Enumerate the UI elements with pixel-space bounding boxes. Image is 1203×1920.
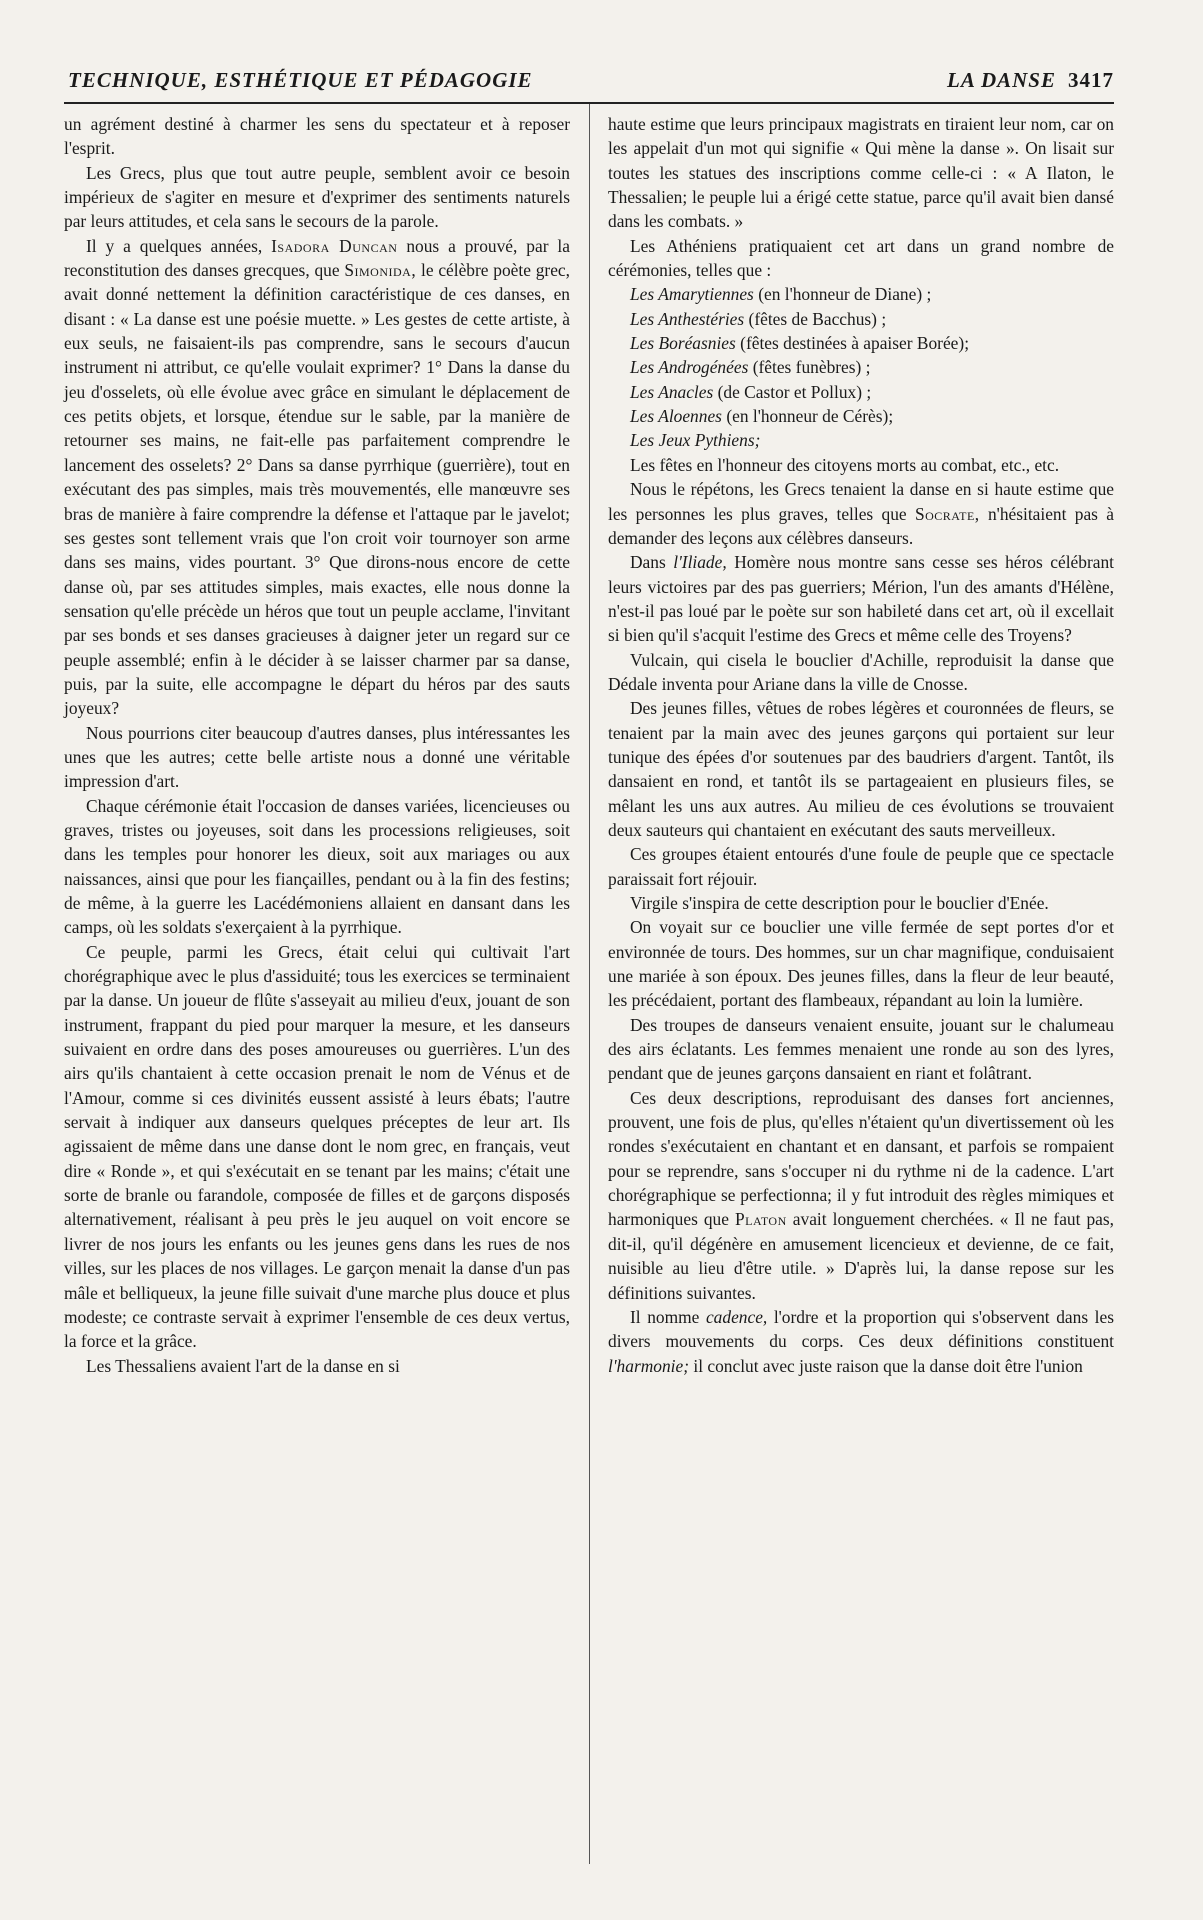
right-column (608, 112, 1114, 1864)
text-run: Homère nous montre sans cesse ses héros célébrant leurs victoires par des pas guerriers; Mérion, l'un des amants d'Hélène, n'est-il pas loué par le poète sur son habileté dans cet art, où il excellait si bien qu'il s'acquit l'estime des Grecs et même celle des Troyens? (608, 552, 1114, 646)
list-item (608, 307, 1114, 331)
ceremony-name: Les Aloennes (630, 406, 722, 427)
paragraph: Les Grecs, plus que tout autre peuple, semblent avoir ce besoin impérieux de s'agiter en mesure et d'exprimer des sentiments naturels par leurs attitudes, et cela sans le secours de la parole. (64, 162, 570, 232)
paragraph (608, 550, 1114, 647)
paragraph: Ces groupes étaient entourés d'une foule de peuple que ce spectacle paraissait fort réjouir. (608, 844, 1114, 889)
ceremony-desc: (de Castor et Pollux) ; (717, 381, 872, 402)
paragraph: Les Athéniens pratiquaient cet art dans un grand nombre de cérémonies, telles que : (608, 235, 1114, 281)
paragraph (64, 234, 570, 721)
running-head-left-title: TECHNIQUE, ESTHÉTIQUE ET PÉDAGOGIE (68, 68, 533, 92)
paragraph: un agrément destiné à charmer les sens du spectateur et à reposer l'esprit. (64, 114, 570, 159)
text-run: avait longuement cherchées. « Il ne faut pas, dit-il, qu'il dégénère en amusement licencieux et devienne, de ce fait, nuisible au lieu d'être utile. » D'après lui, la danse repose sur les définitions suivantes. (608, 1209, 1114, 1303)
paragraph: Nous pourrions citer beaucoup d'autres danses, plus intéressantes les unes que les autres; cette belle artiste nous a donné une véritable impression d'art. (64, 722, 570, 792)
ceremony-name: Les Jeux Pythiens; (630, 430, 761, 451)
ceremony-name: Les Anthestéries (630, 308, 745, 329)
column-divider (589, 104, 590, 1864)
text-run: il conclut avec juste raison que la danse doit être l'union (693, 1355, 1083, 1376)
text-run: Ces deux descriptions, reproduisant des danses fort anciennes, prouvent, une fois de plus, qu'elles n'étaient qu'un divertissement où les rondes s'exécutaient en chantant et en dansant, et parfois se rompaient pour se reprendre, sans s'occuper ni du rythme ni de la cadence. L'art chorégraphique se perfectionna; il y fut introduit des règles mimiques et harmoniques que (608, 1087, 1114, 1230)
person-name: Platon (734, 1209, 787, 1230)
work-title: l'Iliade, (673, 552, 727, 573)
term: l'harmonie; (608, 1355, 690, 1376)
paragraph: Des troupes de danseurs venaient ensuite, jouant sur le chalumeau des airs éclatants. Les femmes menaient une ronde au son des lyres, pendant que de jeunes garçons dansaient en riant et folâtrant. (608, 1014, 1114, 1084)
paragraph: Virgile s'inspira de cette description pour le bouclier d'Enée. (630, 893, 1049, 913)
ceremony-desc: (en l'honneur de Diane) ; (758, 284, 932, 305)
ceremony-desc: (fêtes destinées à apaiser Borée); (740, 333, 970, 354)
ceremony-desc: (fêtes de Bacchus) ; (748, 308, 887, 329)
book-page (64, 64, 1114, 1864)
text-run: l'ordre et la proportion qui s'observent dans les divers mouvements du corps. Ces deux définitions constituent (608, 1306, 1114, 1352)
running-head-right-title: LA DANSE (947, 68, 1056, 92)
paragraph: Chaque cérémonie était l'occasion de danses variées, licencieuses ou graves, tristes ou joyeuses, soit dans les processions religieuses, soit dans les temples pour honorer les dieux, soit aux mariages ou aux naissances, ainsi que pour les fiançailles, pendant ou à la fin des festins; de même, à la guerre les Lacédémoniens allaient en dansant dans les camps, où les soldats s'exerçaient à la pyrrhique. (64, 795, 570, 938)
running-head (64, 64, 1114, 104)
text-run: nous a prouvé, par la reconstitution des danses grecques, que (64, 235, 570, 281)
text-run: Nous le répétons, les Grecs tenaient la danse en si haute estime que les personnes les plus graves, telles que (608, 479, 1114, 524)
text-columns (64, 112, 1114, 1864)
ceremony-name: Les Androgénées (630, 357, 749, 378)
paragraph: Les Thessaliens avaient l'art de la danse en si (86, 1355, 400, 1376)
list-item (608, 331, 1114, 355)
paragraph (608, 477, 1114, 550)
term: cadence, (705, 1306, 768, 1327)
paragraph (608, 1305, 1114, 1378)
paragraph: haute estime que leurs principaux magistrats en tiraient leur nom, car on les appelait d'un mot qui signifie « Qui mène la danse ». On lisait sur toutes les statues des inscriptions comme celle-ci : « A Ilaton, le Thessalien; le peuple lui a érigé cette statue, parce qu'il avait bien dansé dans les combats. » (608, 114, 1114, 232)
ceremony-desc: (fêtes funèbres) ; (752, 357, 871, 378)
paragraph: Vulcain, qui cisela le bouclier d'Achille, reproduisit la danse que Dédale inventa pour Ariane dans la ville de Cnosse. (608, 649, 1114, 694)
text-run: Il y a quelques années, (86, 235, 263, 256)
list-item (608, 355, 1114, 379)
list-item (608, 404, 1114, 428)
list-item (608, 282, 1114, 306)
running-head-right (947, 68, 1114, 93)
ceremony-desc: (en l'honneur de Cérès); (726, 406, 894, 427)
page-number: 3417 (1068, 68, 1114, 92)
ceremony-list (608, 282, 1114, 452)
person-name: Socrate, (914, 503, 980, 524)
list-item (608, 428, 1114, 452)
text-run: n'hésitaient pas à demander des leçons aux célèbres danseurs. (608, 503, 1114, 548)
ceremony-name: Les Boréasnies (630, 333, 736, 354)
left-column (64, 112, 570, 1864)
ceremony-name: Les Anacles (630, 381, 714, 402)
person-name: Isadora Duncan (271, 235, 398, 256)
paragraph: On voyait sur ce bouclier une ville fermée de sept portes d'or et environnée de tours. Des hommes, sur un char magnifique, conduisaient une mariée à son époux. Des jeunes filles, dans la fleur de leur beauté, les précédaient, portant des flambeaux, répandant au loin la lumière. (608, 917, 1114, 1011)
text-run: le célèbre poète grec, avait donné nettement la définition caractéristique de ces danses, en disant : « La danse est une poésie muette. » Les gestes de cette artiste, à eux seuls, ne faisaient-ils pas comprendre, sans le secours d'aucun instrument ni attribut, ce qu'elle voulait exprimer? 1° Dans la danse du jeu d'osselets, où elle évolue avec grâce en simulant le déplacement de ces petits objets, et lorsque, étendue sur le sable, par la manière de retourner ses mains, ne fait-elle pas parfaitement comprendre le lancement des osselets? 2° Dans sa danse pyrrhique (guerrière), tout en exécutant des pas simples, mais très mouvementés, elle manœuvre ses bras de manière à faire comprendre la défense et l'attaque par le javelot; ses gestes sont tellement vrais que l'on croit voir tournoyer son arme dans ses mains, vides pourtant. 3° Que dirons-nous encore de cette danse où, par ses attitudes simples, mais exactes, elle nous donne la sensation qu'elle précède un héros que tout un peuple acclame, l'invitant par ses bonds et ses danses gracieuses à daigner jeter un regard sur ce peuple assemblé; enfin à le décider à se laisser charmer par sa danse, puis, par la suite, elle accompagne le départ du héros par des sauts joyeux? (64, 260, 570, 719)
person-name: Simonida, (344, 260, 417, 281)
list-item (608, 380, 1114, 404)
paragraph (608, 1086, 1114, 1305)
paragraph: Des jeunes filles, vêtues de robes légères et couronnées de fleurs, se tenaient par la main avec des jeunes garçons qui portaient sur leur tunique des épées d'or soutenues par des baudriers d'argent. Tantôt, ils dansaient en rond, et tantôt ils se partageaient en plusieurs files, se mêlant les uns aux autres. Au milieu de ces évolutions se trouvaient deux sauteurs qui chantaient en exécutant des sauts merveilleux. (608, 698, 1114, 840)
paragraph: Ce peuple, parmi les Grecs, était celui qui cultivait l'art chorégraphique avec le plus d'assiduité; tous les exercices se terminaient par la danse. Un joueur de flûte s'asseyait au milieu d'eux, jouant de son instrument, frappant du pied pour marquer la mesure, et les danseurs suivaient en ordre dans des poses amoureuses ou guerrières. L'un des airs qu'ils chantaient à cette occasion prenait le nom de Vénus et de l'Amour, comme si ces divinités eussent assisté à leurs ébats; l'autre servait à indiquer aux danseurs quelques préceptes de leur art. Ils agissaient de même dans une danse dont le nom grec, en français, veut dire « Ronde », et qui s'exécutait en se tenant par les mains; c'était une sorte de branle ou farandole, composée de filles et de garçons disposés alternativement, réalisant à peu près le jeu auquel on voit encore se livrer de nos jours les enfants ou les jeunes gens dans les rues de nos villes, sur les places de nos villages. Le garçon menait la danse d'un pas mâle et belliqueux, la jeune fille suivait d'une marche plus douce et plus modeste; ce contraste servait à exprimer l'ensemble de ces deux vertus, la force et la grâce. (64, 941, 570, 1352)
paragraph: Les fêtes en l'honneur des citoyens morts au combat, etc., etc. (630, 454, 1060, 475)
ceremony-name: Les Amarytiennes (630, 284, 754, 305)
text-run: Dans (630, 552, 666, 573)
text-run: Il nomme (630, 1306, 700, 1327)
